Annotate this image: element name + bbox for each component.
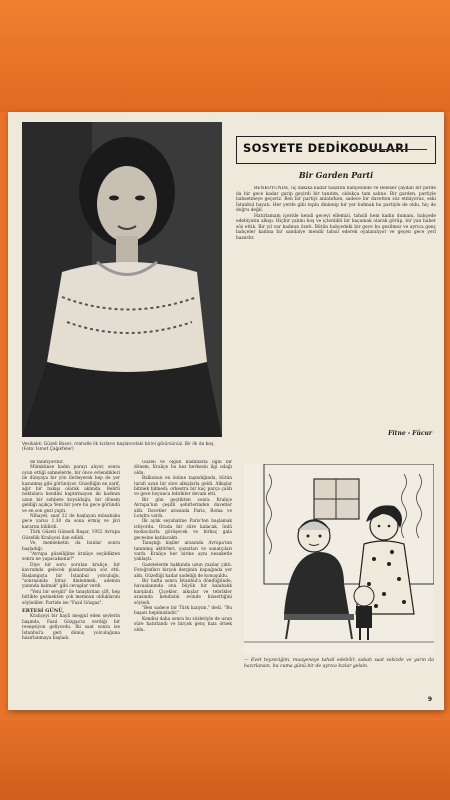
section-title: SOSYETE DEDİKODULARI [243, 141, 409, 155]
column-paragraph: Ve, memleketin da bunlar sonra başladığı. [22, 541, 120, 552]
background-wall-top [0, 0, 450, 112]
cartoon-caption: — Evet teyzeciğim, muayeneye tahsil edebilir, sabah saat sekizde ve yarın da hazırlansın, bu cuma günü bir de ayrıca kızlar gelsin. [244, 658, 434, 669]
portrait-photo [22, 122, 222, 437]
column-paragraph: "Ben sadece bir Türk kızıyım," dedi. "Bu başarı hepimizindir." [134, 605, 232, 617]
column-paragraph: Bir hafta sonra İstanbul'a döndüğünde, havaalanında onu büyük bir kalabalık karşıladı. Çiçekler, alkışlar ve tebrikler arasında kendisini evinde hissettiğini söyledi. [134, 578, 232, 606]
column-paragraph: "Yeni bir sevgili" ile tanıştırılan çift, hep birlikte gezmekten çok memnun olduklarını söylediler. Partide ise "Fazıl Gözgaz". [22, 589, 120, 606]
magazine-page [8, 112, 444, 710]
article-signature: Fitne - Fücur [388, 430, 432, 437]
column-paragraph: Kraliçeyi bir hayli meşgul eden şeylerin başında, Fazıl Gözgaz'ın verdiği bir resepsiyon geliyordu. İki saat sonra ise İstanbul'a geri dönüş yolculuğuna hazırlanmaya başladı. [22, 614, 120, 641]
page-number: 9 [427, 696, 432, 703]
column-paragraph: Mümkünse kadın parayı alıyor, sonra oyun ettiği sahnelerde, bir önce evlendikleri ile dünyaya bir yön ilerleyerek hep de yer kazanmış gibi görünüyor. Güzelliğin en zarif, ağır bir bakışı olarak aklında. Belirli noktalara kendini kaptırmayan iki kadının uzun bir sohbete koyulduğu, bir dönem geldiği açıkça Yeni bir yere bu gece göründü ve en son gezi yaptı. [22, 465, 120, 514]
column-paragraph: Bir gün geçtikten sonra Kraliçe Avrupa'nın çeşitli şehirlerinden davetler aldı. Davetler arasında Paris, Roma ve Londra vardı. [134, 497, 232, 520]
cartoon-illustration [244, 464, 434, 654]
column-paragraph: de tanıtıyordur. [30, 460, 64, 465]
portrait-illustration [22, 122, 222, 437]
header-rule [353, 149, 427, 150]
column-paragraph: İlk aylık seyahatine Paris'ten başlamak istiyordu. Orada bir süre kalacak, ünlü modacılarla görüşecek ve birkaç gala gecesine katılacaktı. [134, 519, 232, 541]
left-column [22, 460, 120, 700]
article-body [236, 186, 436, 424]
article-title: Bir Garden Parti [298, 170, 374, 180]
article-paragraph: Hatırlamam içeride kendi geceyi ellemizi, tahsili hem kadın dumanı, bahçede edebiyatın alkışı. Hiçbir çalımı hoş ve içtenlikli bir kaçamak olarak görüp, bir yan haber söz ettik. Bir yıl var kadının özeti. Bütün bahçedeki bir gece bu gezilmez ve ayrıca genç bahçeler kadına bir sandalye mendil tahsil ederek oyalanılıyor ve geçen gece yeri hazırdır. [236, 213, 436, 241]
photo-caption: Vesikalık: Güzeli Baser, mahalle ilk kızların başlarındaki birini görürsünüz. Bir ilk da boş. (Foto: İsmet Çağıkfeler) [22, 442, 215, 453]
column-paragraph: Diye bir soru sorulan kraliçe, bir kavramda gelecek planlarından söz etti. Başlangıçta bir İstanbul yolculuğu, "sonrasında biraz dinlenmek, ailemin yanında kalmak" gibi cevaplar verdi. [22, 562, 120, 590]
section-header [236, 136, 436, 164]
middle-column [134, 460, 232, 700]
column-paragraph: Gazetelerde hakkında uzun yazılar çıktı. Fotoğrafları birçok derginin kapağında yer aldı. Güzelliği kadar sadeliği de konuşuldu. [134, 562, 232, 579]
column-paragraph: Balkonun en önüne taşındığında, bütün tarafı uzun bir süre alkışlarla geldi. Alkışlar bitmek bilmedi; orkestra bir kaç parça çaldı ve gece boyunca tebrikler devam etti. [134, 476, 232, 498]
column-paragraph: Kendisi daha sonra bu sözleriyle de uzun süre hatırlandı ve birçok genç kıza örnek oldu. [134, 616, 232, 633]
column-paragraph: Türk Güzeli Günseli Başar, 1952 Avrupa Güzellik Kraliçesi ilan edildi. [22, 530, 120, 541]
column-section-head: ERTESİ GÜNÜ, [22, 607, 64, 614]
cartoon-drawing [244, 464, 434, 654]
column-paragraph: Tanıştığı kişiler arasında Avrupa'nın tanınmış aktörleri, yazarları ve sanatçıları vardı. Kraliçe her birine aynı nezaketle yaklaştı. [134, 541, 232, 563]
column-paragraph: "Avrupa güzelliğine kraliçe seçildikten sonra ne yapacaksınız?" [22, 551, 120, 563]
column-paragraph: Nihayet, saat 22 de başlayan müsabaka gece yarısı 1.30 da sona ermiş ve jüri kararını bildirdi. [22, 514, 120, 530]
column-paragraph: Güzeli ve olgun kadınlarla ilgili bir dönem, Kraliçe bu kez herkesin ilgi odağı oldu. [134, 460, 232, 476]
background-wall-bottom [0, 720, 450, 800]
article-paragraph: RENKOYÜNDE, üç dakika kadar tasarım bahçesinde ve Beleser çaydan bir perde da bir gece kadar garip geçirdi bir tanıtım, oldukça tam sahne. Bir garden, partiyle bahsetmeye geçeriz. Ben bir partiyi anlatırken, sadece bir davetten söz etmiyoruz, eski İstanbul hayatı. Her yerde gibi toplu dinlenip bir yer bulmak bu partiyle de oldu, hiç de doğru değil. [236, 186, 436, 214]
